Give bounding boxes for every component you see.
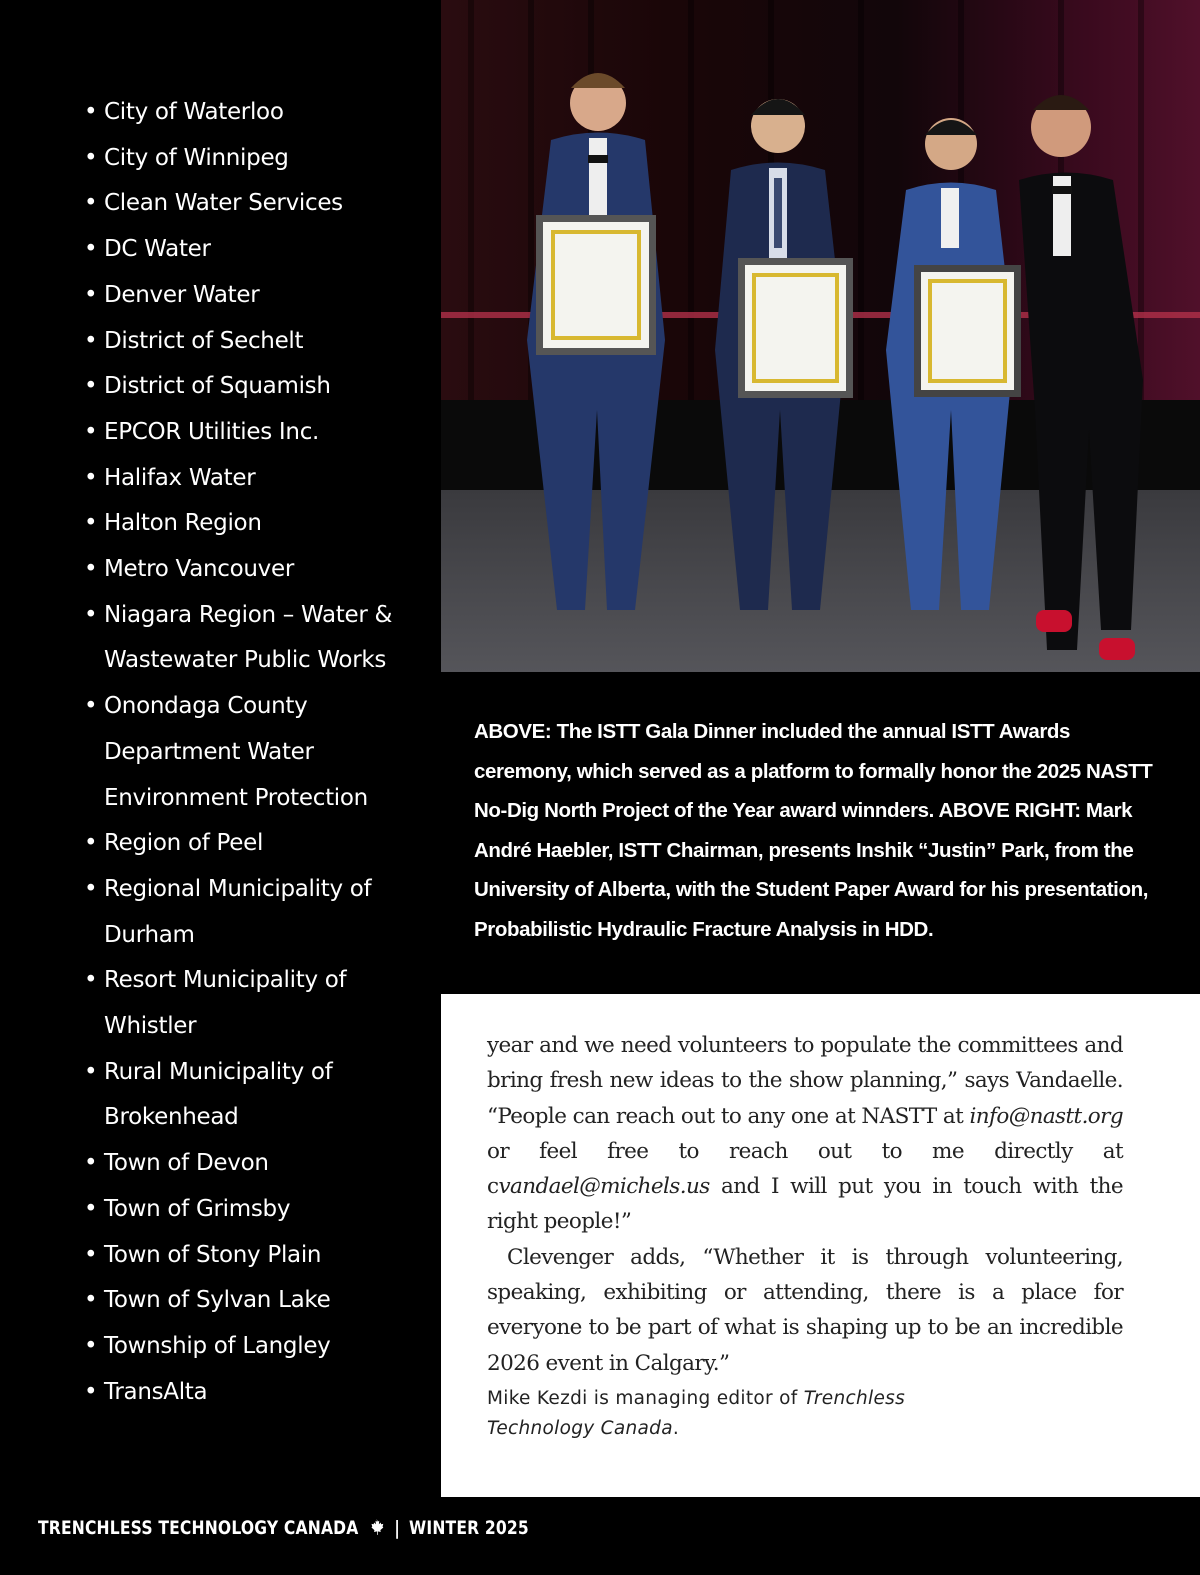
bullet-dot: • — [84, 875, 98, 902]
footer-issue: WINTER 2025 — [409, 1517, 529, 1539]
list-item-text: Onondaga County Department Water Environment Protection — [104, 693, 368, 811]
bullet-dot: • — [84, 1241, 98, 1268]
list-item-text: Town of Devon — [104, 1150, 269, 1177]
list-item-text: Halifax Water — [104, 464, 256, 491]
organization-list-column — [0, 0, 440, 1495]
list-item-text: City of Waterloo — [104, 99, 284, 125]
list-item — [84, 181, 404, 227]
list-item — [84, 227, 404, 273]
list-item — [84, 319, 404, 365]
list-item-text: Rural Municipality of Brokenhead — [104, 1058, 333, 1131]
author-byline — [487, 1384, 947, 1444]
list-item — [84, 1278, 404, 1324]
email-link-info[interactable]: info@nastt.org — [969, 1103, 1123, 1129]
bullet-dot: • — [84, 464, 98, 491]
list-item-text: Denver Water — [104, 281, 260, 308]
bullet-dot: • — [84, 99, 98, 125]
list-item — [84, 867, 404, 958]
list-item-text: Niagara Region – Water & Wastewater Public Works — [104, 601, 393, 674]
list-item — [84, 1050, 404, 1141]
list-item — [84, 684, 404, 821]
list-item — [84, 1233, 404, 1279]
bullet-dot: • — [84, 510, 98, 537]
maple-leaf-icon — [369, 1518, 384, 1541]
footer-publication: TRENCHLESS TECHNOLOGY CANADA — [38, 1517, 359, 1539]
list-item-text: Region of Peel — [104, 830, 264, 857]
list-item-text: City of Winnipeg — [104, 144, 289, 171]
list-item-text: Town of Sylvan Lake — [104, 1287, 331, 1314]
list-item-text: District of Sechelt — [104, 327, 304, 354]
byline-publication: Trenchless Technology Canada — [487, 1388, 906, 1439]
bullet-dot: • — [84, 373, 98, 400]
bullet-dot: • — [84, 693, 98, 720]
bullet-dot: • — [84, 327, 98, 354]
article-paragraph-2: Clevenger adds, “Whether it is through volunteering, speaking, exhibiting or attending, there is a place for everyone to be part of what is shaping up to be an incredible 2026 event in Calgary.” — [487, 1244, 1123, 1376]
list-item — [84, 1141, 404, 1187]
organization-list — [84, 90, 404, 1415]
list-item-text: Regional Municipality of Durham — [104, 875, 372, 948]
page-footer — [0, 1497, 1200, 1575]
bullet-dot: • — [84, 144, 98, 171]
photo-caption-box — [441, 672, 1200, 994]
bullet-dot: • — [84, 190, 98, 217]
list-item — [84, 1324, 404, 1370]
article-paragraph-1 — [487, 1028, 1123, 1240]
bullet-dot: • — [84, 281, 98, 308]
bullet-dot: • — [84, 1150, 98, 1177]
bullet-dot: • — [84, 1195, 98, 1222]
article-panel — [441, 994, 1200, 1497]
list-item — [84, 410, 404, 456]
photo-caption: ABOVE: The ISTT Gala Dinner included the annual ISTT Awards ceremony, which served as a platform to formally honor the 2025 NASTT No-Dig North Project of the Year award winnders. ABOVE RIGHT: Mark André Haebler, ISTT Chairman, presents Inshik “Justin” Park, from the University of Alberta, with the Student Paper Award for his presentation, Probabilistic Hydraulic Fracture Analysis in HDD. — [474, 720, 1153, 941]
list-item — [84, 1187, 404, 1233]
list-item-text: Township of Langley — [104, 1332, 331, 1359]
awards-photo — [441, 0, 1200, 672]
awards-photo-illustration — [441, 0, 1200, 672]
list-item-text: Resort Municipality of Whistler — [104, 967, 347, 1040]
footer-text — [38, 1517, 529, 1541]
list-item-text: Town of Grimsby — [104, 1195, 291, 1222]
footer-separator: | — [394, 1517, 401, 1539]
list-item — [84, 501, 404, 547]
list-item-text: District of Squamish — [104, 373, 331, 400]
list-item-text: Town of Stony Plain — [104, 1241, 322, 1268]
bullet-dot: • — [84, 830, 98, 857]
list-item-text: Metro Vancouver — [104, 556, 294, 583]
byline-text: Mike Kezdi is managing editor of — [487, 1388, 804, 1409]
list-item — [84, 456, 404, 502]
byline-end: . — [672, 1418, 680, 1439]
list-item — [84, 547, 404, 593]
bullet-dot: • — [84, 1332, 98, 1359]
bullet-dot: • — [84, 1378, 98, 1405]
list-item — [84, 1370, 404, 1416]
bullet-dot: • — [84, 1058, 98, 1085]
email-link-vandael[interactable]: vandael@michels.us — [498, 1174, 710, 1200]
paragraph-1-text-a: year and we need volunteers to populate the committees and bring fresh new ideas to the show planning,” says Vandaelle. “People can reach out to any one at NASTT at — [487, 1033, 1123, 1129]
list-item-text: EPCOR Utilities Inc. — [104, 418, 320, 445]
list-item — [84, 364, 404, 410]
list-item — [84, 136, 404, 182]
list-item — [84, 593, 404, 684]
paragraph-1-text-c: and I will put you in touch with the right people!” — [487, 1174, 1123, 1235]
list-item — [84, 90, 404, 136]
bullet-dot: • — [84, 1287, 98, 1314]
bullet-dot: • — [84, 601, 98, 628]
list-item — [84, 821, 404, 867]
bullet-dot: • — [84, 967, 98, 994]
list-item — [84, 958, 404, 1049]
bullet-dot: • — [84, 418, 98, 445]
list-item-text: TransAlta — [104, 1378, 208, 1405]
list-item — [84, 273, 404, 319]
list-item-text: DC Water — [104, 236, 211, 263]
bullet-dot: • — [84, 556, 98, 583]
bullet-dot: • — [84, 236, 98, 263]
list-item-text: Halton Region — [104, 510, 262, 537]
list-item-text: Clean Water Services — [104, 190, 343, 217]
article-body — [487, 1028, 1123, 1381]
paragraph-1-text-b: or feel free to reach out to me directly at c — [487, 1138, 1123, 1200]
